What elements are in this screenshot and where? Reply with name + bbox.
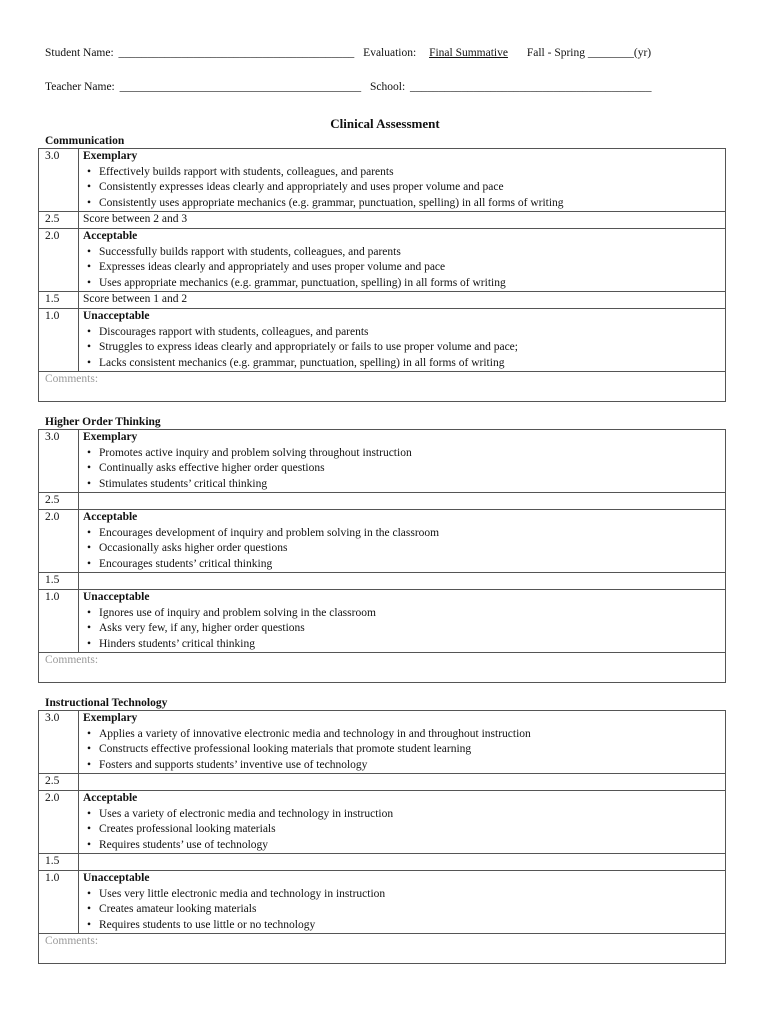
criterion-item: • Continually asks effective higher order questions [99, 461, 725, 477]
school-field[interactable]: __________________________________________ [410, 81, 652, 93]
criterion-item: • Applies a variety of innovative electronic media and technology in and throughout instruction [99, 727, 725, 743]
criterion-item: • Hinders students’ critical thinking [99, 637, 725, 653]
score-2-0: 2.0 [39, 228, 79, 291]
student-name-label: Student Name: [45, 47, 114, 59]
level-exemplary: Exemplary [83, 431, 138, 443]
criterion-item: • Uses a variety of electronic media and technology in instruction [99, 807, 725, 823]
comments-field[interactable]: Comments: [39, 372, 726, 402]
level-exemplary: Exemplary [83, 150, 138, 162]
criterion-item: • Effectively builds rapport with students, colleagues, and parents [99, 165, 725, 181]
level-acceptable: Acceptable [83, 229, 138, 242]
level-cell [79, 308, 726, 371]
level-cell [79, 228, 726, 291]
row-exemplary [39, 149, 726, 212]
score-1-5: 1.5 [39, 292, 79, 309]
criterion-item: • Creates professional looking materials [99, 822, 725, 838]
row-acceptable [39, 509, 726, 572]
score-between-text [79, 573, 726, 590]
row-2-5 [39, 212, 726, 229]
row-exemplary [39, 430, 726, 493]
criteria-list [83, 727, 725, 774]
criterion-item: • Discourages rapport with students, colleagues, and parents [99, 325, 725, 341]
row-2-5 [39, 493, 726, 510]
level-cell [79, 870, 726, 933]
row-comments [39, 653, 726, 683]
criterion-item: • Requires students to use little or no technology [99, 918, 725, 934]
criterion-item: • Occasionally asks higher order questions [99, 541, 725, 557]
criterion-item: • Expresses ideas clearly and appropriately and uses proper volume and pace [99, 260, 725, 276]
score-1-5: 1.5 [39, 573, 79, 590]
comments-field[interactable]: Comments: [39, 934, 726, 964]
row-unacceptable [39, 589, 726, 652]
level-unacceptable: Unacceptable [83, 590, 150, 603]
comments-field[interactable]: Comments: [39, 653, 726, 683]
criteria-list [83, 325, 725, 372]
term-field[interactable]: Fall - Spring ________(yr) [526, 47, 652, 59]
criterion-item: • Asks very few, if any, higher order questions [99, 621, 725, 637]
criterion-item: • Creates amateur looking materials [99, 902, 725, 918]
criteria-list [83, 887, 725, 934]
score-between-text: Score between 1 and 2 [79, 292, 726, 309]
student-line [45, 47, 725, 59]
criterion-item: • Fosters and supports students’ inventive use of technology [99, 758, 725, 774]
criteria-list [83, 446, 725, 493]
score-1-5: 1.5 [39, 854, 79, 871]
criteria-list [83, 807, 725, 854]
section-communication [38, 134, 726, 402]
teacher-name-label: Teacher Name: [45, 81, 115, 93]
rubric-table [38, 710, 726, 964]
rubric-table [38, 148, 726, 402]
row-comments [39, 934, 726, 964]
score-1-0: 1.0 [39, 308, 79, 371]
criterion-item: • Uses appropriate mechanics (e.g. grammar, punctuation, spelling) in all forms of writing [99, 276, 725, 292]
criterion-item: • Consistently expresses ideas clearly and appropriately and uses proper volume and pace [99, 180, 725, 196]
rubric-table [38, 429, 726, 683]
row-comments [39, 372, 726, 402]
page-title: Clinical Assessment [330, 116, 440, 131]
level-exemplary: Exemplary [83, 712, 138, 724]
evaluation-value: Final Summative [429, 47, 508, 59]
score-between-text [79, 854, 726, 871]
level-acceptable: Acceptable [83, 510, 138, 523]
level-cell [79, 790, 726, 853]
row-2-5 [39, 774, 726, 791]
criterion-item: • Struggles to express ideas clearly and appropriately or fails to use proper volume and pace; [99, 340, 725, 356]
row-1-5 [39, 854, 726, 871]
score-between-text [79, 493, 726, 510]
row-unacceptable [39, 308, 726, 371]
criterion-item: • Lacks consistent mechanics (e.g. grammar, punctuation, spelling) in all forms of writing [99, 356, 725, 372]
criteria-list [83, 526, 725, 573]
row-1-5 [39, 292, 726, 309]
score-1-0: 1.0 [39, 589, 79, 652]
score-between-text [79, 774, 726, 791]
level-cell [79, 430, 726, 493]
row-exemplary [39, 711, 726, 774]
criterion-item: • Constructs effective professional looking materials that promote student learning [99, 742, 725, 758]
row-1-5 [39, 573, 726, 590]
score-3-0: 3.0 [39, 149, 79, 212]
level-cell [79, 711, 726, 774]
criterion-item: • Encourages development of inquiry and problem solving in the classroom [99, 526, 725, 542]
criteria-list [83, 165, 725, 212]
criterion-item: • Stimulates students’ critical thinking [99, 477, 725, 493]
student-name-field[interactable]: _________________________________________ [118, 47, 355, 59]
level-cell [79, 589, 726, 652]
score-2-5: 2.5 [39, 212, 79, 229]
score-1-0: 1.0 [39, 870, 79, 933]
score-2-5: 2.5 [39, 774, 79, 791]
section-higher-order-thinking [38, 415, 726, 683]
criteria-list [83, 606, 725, 653]
score-3-0: 3.0 [39, 430, 79, 493]
level-acceptable: Acceptable [83, 791, 138, 804]
row-acceptable [39, 228, 726, 291]
criterion-item: • Uses very little electronic media and technology in instruction [99, 887, 725, 903]
score-2-0: 2.0 [39, 509, 79, 572]
score-3-0: 3.0 [39, 711, 79, 774]
score-2-5: 2.5 [39, 493, 79, 510]
criterion-item: • Consistently uses appropriate mechanics (e.g. grammar, punctuation, spelling) in all forms of writing [99, 196, 725, 212]
section-title: Instructional Technology [45, 697, 168, 709]
row-unacceptable [39, 870, 726, 933]
level-cell [79, 149, 726, 212]
section-title: Higher Order Thinking [45, 416, 161, 428]
school-label: School: [370, 81, 406, 93]
criteria-list [83, 245, 725, 292]
teacher-line [45, 81, 725, 93]
score-2-0: 2.0 [39, 790, 79, 853]
criterion-item: • Successfully builds rapport with students, colleagues, and parents [99, 245, 725, 261]
level-unacceptable: Unacceptable [83, 871, 150, 884]
teacher-name-field[interactable]: __________________________________________ [119, 81, 362, 93]
row-acceptable [39, 790, 726, 853]
criterion-item: • Encourages students’ critical thinking [99, 557, 725, 573]
criterion-item: • Requires students’ use of technology [99, 838, 725, 854]
level-unacceptable: Unacceptable [83, 309, 150, 322]
level-cell [79, 509, 726, 572]
section-title: Communication [45, 135, 125, 147]
criterion-item: • Promotes active inquiry and problem solving throughout instruction [99, 446, 725, 462]
criterion-item: • Ignores use of inquiry and problem solving in the classroom [99, 606, 725, 622]
score-between-text: Score between 2 and 3 [79, 212, 726, 229]
section-instructional-technology [38, 696, 726, 964]
evaluation-label: Evaluation: [363, 47, 417, 59]
